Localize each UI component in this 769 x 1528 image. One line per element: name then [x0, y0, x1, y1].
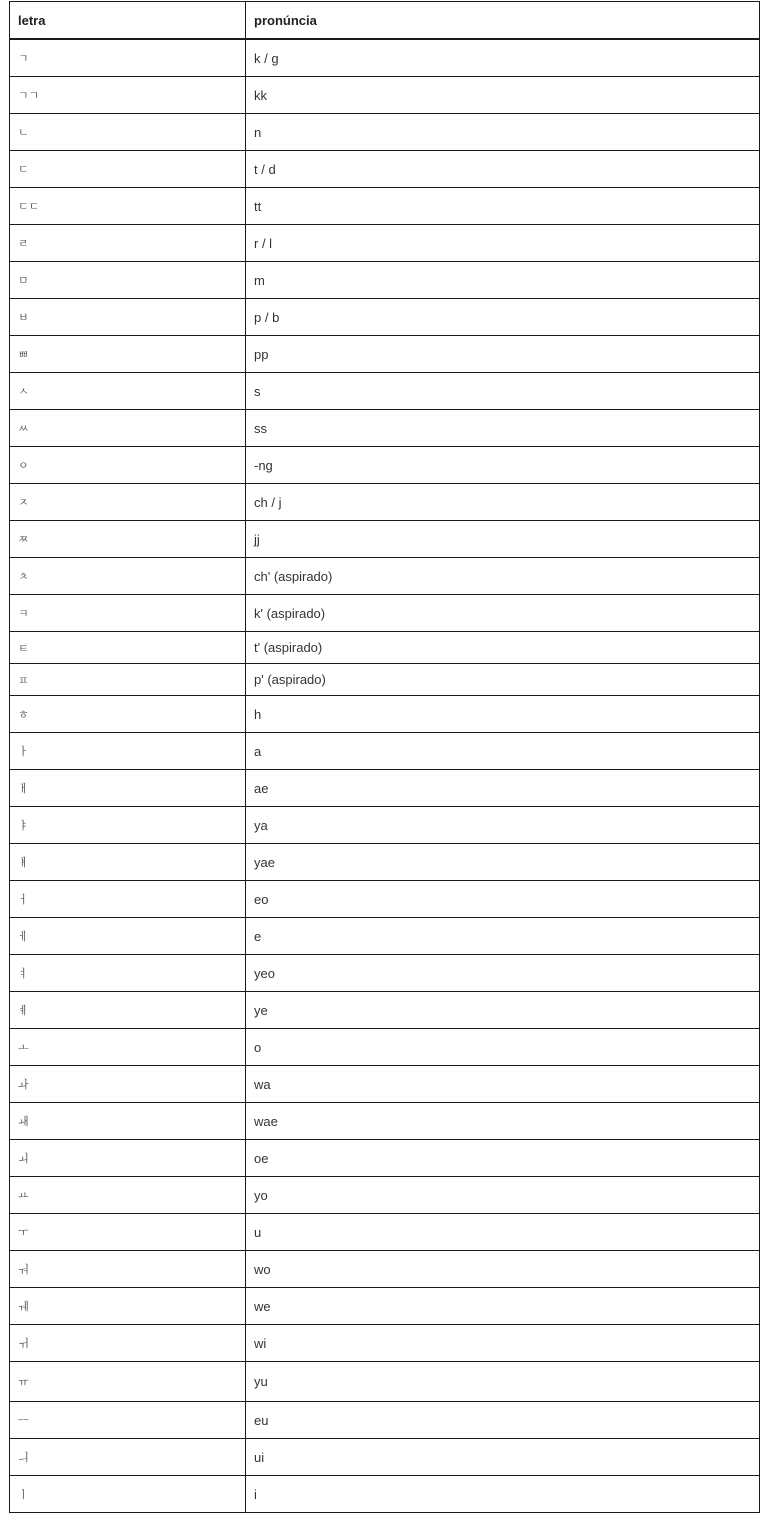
table-row [10, 595, 760, 632]
table-row [10, 410, 760, 447]
cell-pronunciation: ya [246, 807, 760, 844]
table-row [10, 1103, 760, 1140]
table-row [10, 299, 760, 336]
cell-pronunciation: tt [246, 188, 760, 225]
cell-pronunciation: wo [246, 1251, 760, 1288]
cell-letter: ㅇ [10, 447, 246, 484]
table-row [10, 262, 760, 299]
cell-pronunciation: m [246, 262, 760, 299]
cell-pronunciation: ae [246, 770, 760, 807]
cell-pronunciation: eu [246, 1402, 760, 1439]
table-row [10, 632, 760, 664]
cell-pronunciation: ss [246, 410, 760, 447]
cell-pronunciation: yu [246, 1362, 760, 1402]
table-row [10, 1476, 760, 1513]
table-row [10, 1140, 760, 1177]
header-letter: letra [10, 2, 246, 40]
cell-letter: ㅉ [10, 521, 246, 558]
table-row [10, 696, 760, 733]
cell-letter: ㅜ [10, 1214, 246, 1251]
table-row [10, 225, 760, 262]
table-row [10, 336, 760, 373]
cell-letter: ㅌ [10, 632, 246, 664]
cell-pronunciation: u [246, 1214, 760, 1251]
header-pronunciation: pronúncia [246, 2, 760, 40]
table-row [10, 807, 760, 844]
table-row [10, 558, 760, 595]
cell-letter: ㅒ [10, 844, 246, 881]
header-row [10, 2, 760, 40]
cell-letter: ㄷㄷ [10, 188, 246, 225]
cell-letter: ㅂ [10, 299, 246, 336]
table-row [10, 1214, 760, 1251]
table-row [10, 664, 760, 696]
cell-letter: ㅅ [10, 373, 246, 410]
cell-letter: ㅘ [10, 1066, 246, 1103]
cell-letter: ㅕ [10, 955, 246, 992]
table-row [10, 992, 760, 1029]
table-row [10, 151, 760, 188]
cell-pronunciation: ui [246, 1439, 760, 1476]
cell-pronunciation: yo [246, 1177, 760, 1214]
cell-letter: ㅊ [10, 558, 246, 595]
cell-letter: ㅙ [10, 1103, 246, 1140]
cell-letter: ㅍ [10, 664, 246, 696]
table-row [10, 918, 760, 955]
cell-pronunciation: pp [246, 336, 760, 373]
cell-letter: ㅐ [10, 770, 246, 807]
cell-pronunciation: wa [246, 1066, 760, 1103]
cell-pronunciation: i [246, 1476, 760, 1513]
cell-pronunciation: -ng [246, 447, 760, 484]
cell-letter: ㅝ [10, 1251, 246, 1288]
table-row [10, 447, 760, 484]
table-row [10, 955, 760, 992]
cell-pronunciation: r / l [246, 225, 760, 262]
cell-letter: ㅚ [10, 1140, 246, 1177]
table-row [10, 1288, 760, 1325]
table-row [10, 373, 760, 410]
cell-pronunciation: t' (aspirado) [246, 632, 760, 664]
table-row [10, 1177, 760, 1214]
cell-letter: ㅆ [10, 410, 246, 447]
table-row [10, 77, 760, 114]
cell-letter: ㅢ [10, 1439, 246, 1476]
table-row [10, 1325, 760, 1362]
cell-letter: ㄹ [10, 225, 246, 262]
cell-letter: ㅁ [10, 262, 246, 299]
table-row [10, 1029, 760, 1066]
cell-letter: ㅖ [10, 992, 246, 1029]
cell-pronunciation: oe [246, 1140, 760, 1177]
cell-pronunciation: k / g [246, 39, 760, 77]
cell-letter: ㅞ [10, 1288, 246, 1325]
cell-letter: ㄱ [10, 39, 246, 77]
cell-pronunciation: we [246, 1288, 760, 1325]
table-row [10, 1439, 760, 1476]
cell-pronunciation: s [246, 373, 760, 410]
cell-letter: ㅛ [10, 1177, 246, 1214]
cell-pronunciation: kk [246, 77, 760, 114]
table-row [10, 881, 760, 918]
cell-letter: ㅡ [10, 1402, 246, 1439]
cell-letter: ㅃ [10, 336, 246, 373]
table-header [10, 2, 760, 40]
table-row [10, 39, 760, 77]
cell-letter: ㄴ [10, 114, 246, 151]
table-row [10, 114, 760, 151]
cell-pronunciation: eo [246, 881, 760, 918]
cell-pronunciation: t / d [246, 151, 760, 188]
table-row [10, 733, 760, 770]
cell-pronunciation: a [246, 733, 760, 770]
cell-letter: ㄱㄱ [10, 77, 246, 114]
cell-letter: ㅠ [10, 1362, 246, 1402]
cell-letter: ㅋ [10, 595, 246, 632]
cell-letter: ㅗ [10, 1029, 246, 1066]
cell-pronunciation: k' (aspirado) [246, 595, 760, 632]
table-row [10, 1362, 760, 1402]
table-row [10, 1251, 760, 1288]
cell-pronunciation: ye [246, 992, 760, 1029]
cell-pronunciation: yeo [246, 955, 760, 992]
cell-letter: ㅔ [10, 918, 246, 955]
table-row [10, 521, 760, 558]
table-row [10, 844, 760, 881]
cell-pronunciation: ch / j [246, 484, 760, 521]
table-row [10, 1402, 760, 1439]
cell-pronunciation: p / b [246, 299, 760, 336]
cell-pronunciation: jj [246, 521, 760, 558]
cell-letter: ㅎ [10, 696, 246, 733]
cell-pronunciation: n [246, 114, 760, 151]
table-row [10, 188, 760, 225]
table-row [10, 1066, 760, 1103]
table-row [10, 770, 760, 807]
table-row [10, 484, 760, 521]
hangul-pronunciation-table-wrapper [9, 1, 759, 1513]
cell-pronunciation: h [246, 696, 760, 733]
table-body [10, 39, 760, 1513]
cell-pronunciation: wi [246, 1325, 760, 1362]
cell-pronunciation: ch' (aspirado) [246, 558, 760, 595]
cell-pronunciation: wae [246, 1103, 760, 1140]
cell-letter: ㅟ [10, 1325, 246, 1362]
cell-pronunciation: e [246, 918, 760, 955]
hangul-pronunciation-table [9, 1, 760, 1513]
cell-pronunciation: p' (aspirado) [246, 664, 760, 696]
cell-letter: ㅈ [10, 484, 246, 521]
cell-pronunciation: yae [246, 844, 760, 881]
cell-letter: ㅣ [10, 1476, 246, 1513]
cell-letter: ㅓ [10, 881, 246, 918]
cell-letter: ㅑ [10, 807, 246, 844]
cell-letter: ㄷ [10, 151, 246, 188]
cell-pronunciation: o [246, 1029, 760, 1066]
cell-letter: ㅏ [10, 733, 246, 770]
